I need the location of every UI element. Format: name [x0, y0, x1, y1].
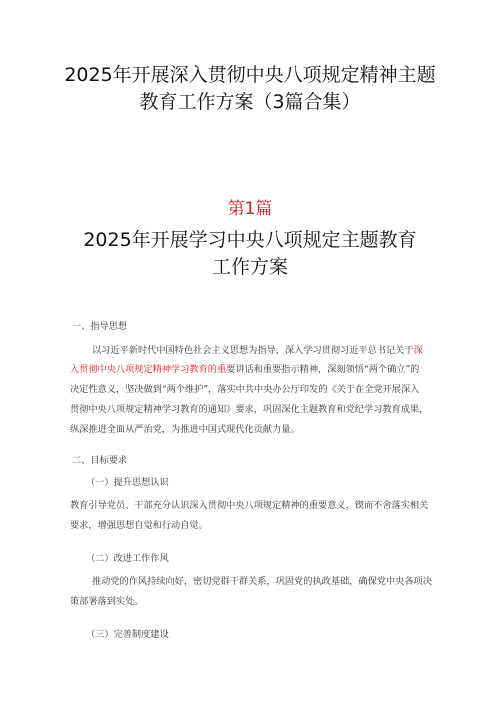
- goal1-heading: （一）提升思想认识: [86, 477, 169, 488]
- document-title: [40, 62, 460, 116]
- goal2-heading: （二）改进工作作风: [86, 553, 169, 564]
- guiding-line1-text: 以习近平新时代中国特色社会主义思想为指导，深入学习贯彻习近平总书记关于: [92, 345, 414, 356]
- part-label: 第1篇: [227, 199, 273, 219]
- goal2-line2: 策部署落到实处。: [70, 596, 144, 607]
- guiding-paragraph-line4: 贯彻中央八项规定精神学习教育的通知》要求，巩固深化主题教育和党纪学习教育成果，: [70, 404, 429, 415]
- guiding-line2-text: 要讲话和重要指示精神，深刻领悟“两个确立”的: [226, 364, 420, 375]
- guiding-paragraph-line3: 决定性意义，坚决做到“两个维护”，落实中共中央办公厅印发的《关于在全党开展深入: [70, 384, 420, 395]
- section-heading-goals: 二、目标要求: [72, 455, 128, 466]
- part-title-line2: 工作方案: [211, 256, 288, 278]
- part-title-line1: 2025年开展学习中央八项规定主题教育: [83, 229, 417, 251]
- document-title-line2: 教育工作方案（3篇合集）: [139, 91, 361, 113]
- section-heading-guiding: 一、指导思想: [72, 321, 128, 332]
- guiding-line2-highlight: 入贯彻中央八项规定精神学习教育的重: [70, 364, 227, 375]
- document-title-line1: 2025年开展深入贯彻中央八项规定精神主题: [64, 64, 436, 86]
- goal2-line1: 推动党的作风持续向好，密切党群干群关系，巩固党的执政基础，确保党中央各项决: [92, 576, 432, 587]
- goal3-heading: （三）完善制度建设: [86, 629, 169, 640]
- guiding-paragraph-line5: 纵深推进全面从严治党，为推进中国式现代化贡献力量。: [70, 424, 300, 435]
- goal1-line2: 要求，增强思想自觉和行动自觉。: [70, 520, 208, 531]
- guiding-paragraph-line1: [92, 345, 423, 357]
- guiding-line1-highlight: 深: [413, 345, 423, 356]
- guiding-paragraph-line2: [70, 364, 419, 376]
- goal1-line1: 教育引导党员、干部充分认识深入贯彻中央八项规定精神的重要意义，锲而不舍落实相关: [70, 500, 429, 511]
- part-title: [50, 227, 450, 281]
